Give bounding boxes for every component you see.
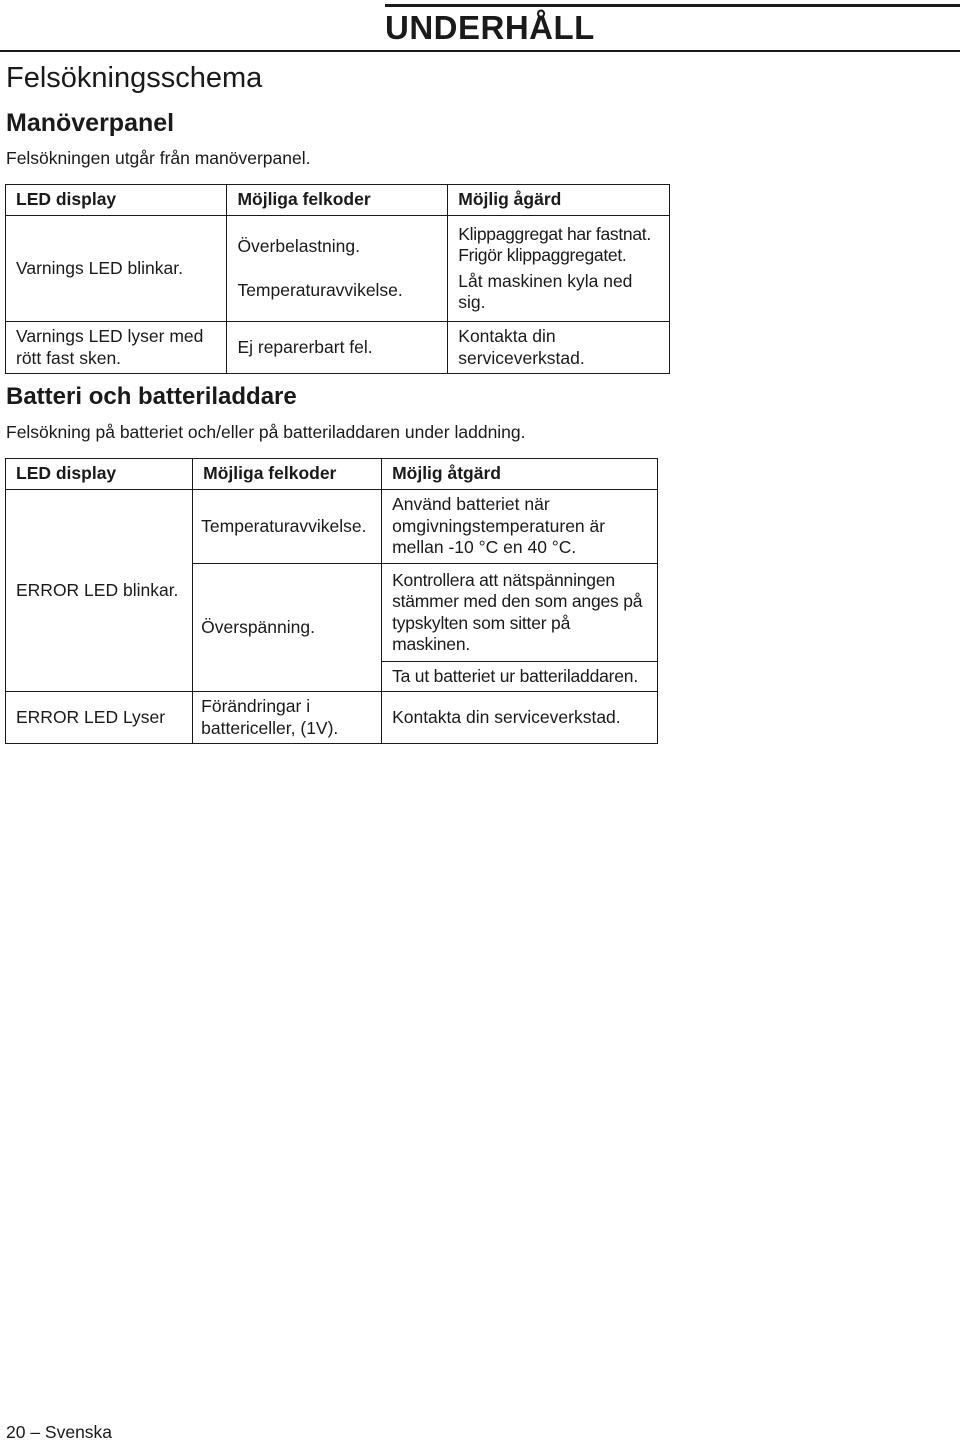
error-code-cell <box>227 216 448 322</box>
column-header-error-codes: Möjliga felkoder <box>227 185 448 216</box>
table-row <box>6 322 670 374</box>
column-header-action: Möjlig åtgärd <box>382 459 658 490</box>
led-display-cell: Varnings LED lyser med rött fast sken. <box>6 322 227 374</box>
table-header-row <box>6 185 670 216</box>
page-footer: 20 – Svenska <box>6 1422 113 1442</box>
action-cell: Ta ut batteriet ur batteriladdaren. <box>382 662 658 692</box>
action-cell: Kontakta din serviceverkstad. <box>382 692 658 744</box>
table-row <box>6 490 658 564</box>
error-code: Temperaturavvikelse. <box>237 279 403 300</box>
error-code-cell: Ej reparerbart fel. <box>227 322 448 374</box>
error-code: Överbelastning. <box>237 235 361 256</box>
table-row <box>6 692 658 744</box>
column-header-led-display: LED display <box>6 185 227 216</box>
column-header-action: Möjlig ågärd <box>448 185 670 216</box>
table-row <box>6 216 670 322</box>
action-text: Klippaggregat har fastnat. Frigör klippaggregatet. <box>458 223 651 265</box>
section-title: UNDERHÅLL <box>385 9 595 46</box>
led-display-cell: ERROR LED blinkar. <box>6 490 193 692</box>
action-cell: Kontrollera att nätspänningen stämmer med den som anges på typskylten som sitter på maskinen. <box>382 564 658 662</box>
header-rule <box>0 50 960 52</box>
panel-troubleshooting-table <box>5 184 670 374</box>
battery-intro: Felsökning på batteriet och/eller på batteriladdaren under laddning. <box>6 422 526 442</box>
page-title: Felsökningsschema <box>6 62 263 94</box>
action-cell: Kontakta din serviceverkstad. <box>448 322 670 374</box>
panel-intro: Felsökningen utgår från manöverpanel. <box>6 148 311 168</box>
action-cell: Använd batteriet när omgivningstemperaturen är mellan -10 °C en 40 °C. <box>382 490 658 564</box>
table-header-row <box>6 459 658 490</box>
error-code-cell: Förändringar i battericeller, (1V). <box>193 692 382 744</box>
battery-troubleshooting-table <box>5 458 658 744</box>
panel-heading: Manöverpanel <box>6 109 175 137</box>
action-cell <box>448 216 670 322</box>
led-display-cell: ERROR LED Lyser <box>6 692 193 744</box>
led-display-cell: Varnings LED blinkar. <box>6 216 227 322</box>
battery-heading: Batteri och batteriladdare <box>6 383 297 410</box>
error-code-cell: Överspänning. <box>193 564 382 692</box>
column-header-error-codes: Möjliga felkoder <box>193 459 382 490</box>
column-header-led-display: LED display <box>6 459 193 490</box>
header-top-rule <box>385 4 960 7</box>
action-text: Låt maskinen kyla ned sig. <box>458 270 633 312</box>
error-code-cell: Temperaturavvikelse. <box>193 490 382 564</box>
